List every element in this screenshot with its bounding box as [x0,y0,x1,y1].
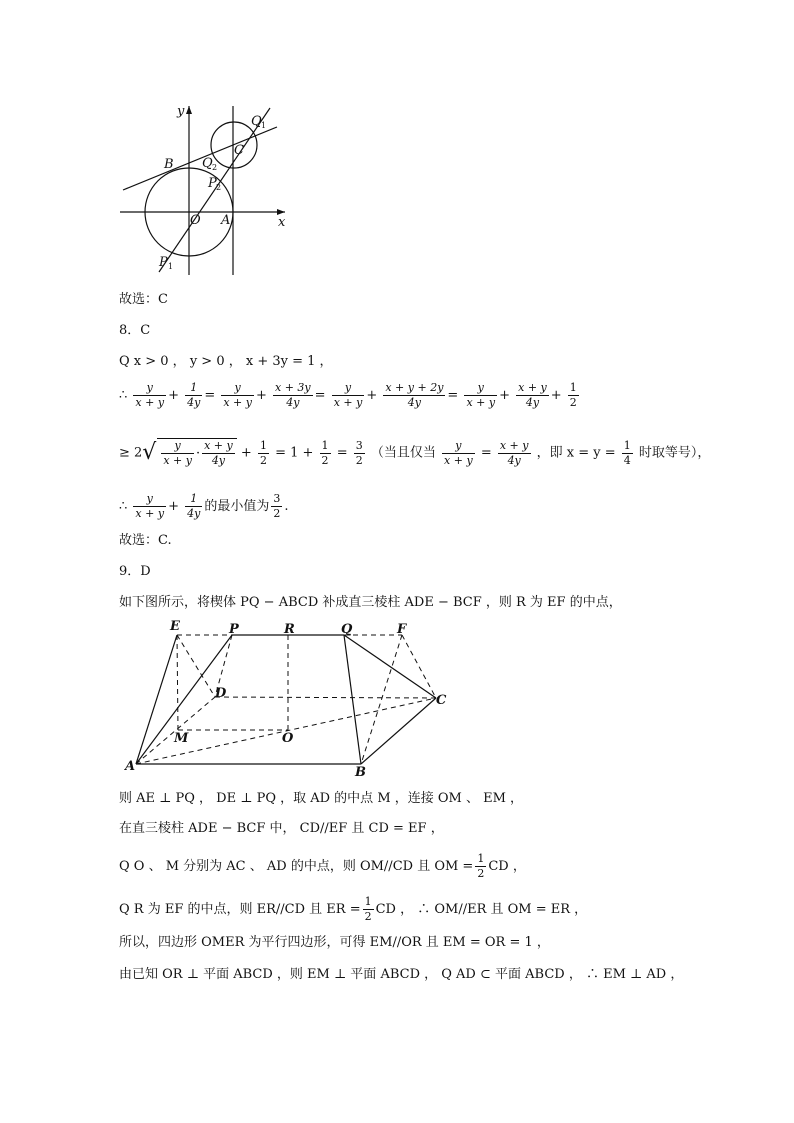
label-a: A [221,213,231,228]
q8-step2: ≥ 2√ $\frac{y}{x + y}$ · $\frac{x + y}{4y}$ + $\frac{1}{2}$ = 1 + $\frac{1}{2}$ = $\frac{3}{2}$ （当且仅当 $\frac{y}{x + y}$ = $\frac{x + y}{4y}$ ，即 x = y = $\frac{1}{4}$ 时取等号）， [119,438,711,467]
fraction: $\frac{1}{4}$ [623,438,631,467]
label-p1: P [159,255,168,270]
fraction: $\frac{x + y}{4y}$ [518,381,547,409]
fraction: $\frac{x + y + 2y}{4y}$ [385,381,444,409]
geq-two: ≥ 2 [119,445,143,461]
label-b: B [164,157,174,172]
fraction: $\frac{y}{x + y}$ [223,381,252,409]
fraction: $\frac{y}{x + y}$ [135,492,165,520]
label-a2: A [125,759,136,774]
fraction: $\frac{x + 3y}{4y}$ [275,381,311,409]
label-q2: Q [202,156,213,171]
q8-condition: Q x > 0 ， y > 0 ， x + 3y = 1 ， [119,354,333,369]
sqrt-body: $\frac{y}{x + y}$ · $\frac{x + y}{4y}$ [157,438,236,468]
q9-line6: 由已知 OR ⊥ 平面 ABCD ，则 EM ⊥ 平面 ABCD ， Q AD ⊂ 平面 ABCD ， ∴ EM ⊥ AD ， [119,967,684,982]
fraction: $\frac{1}{2}$ [259,438,267,467]
q9-intro: 如下图所示，将楔体 PQ − ABCD 补成直三棱柱 ADE − BCF ，则 R 为 EF 的中点， [119,595,622,610]
label-b2: B [355,765,366,780]
q8-step1: ∴ $\frac{y}{x + y}$ + $\frac{1}{4y}$ = $\frac{y}{x + y}$ + $\frac{x + 3y}{4y}$ = $\frac{y}{x + y}$ + $\frac{x + y + 2y}{4y}$ = $\frac{y}{x + y}$ + $\frac{x + y}{4y}$ + $\frac{1}{2}$ [119,381,577,409]
fraction: $\frac{y}{x + y}$ [135,381,165,409]
y-axis-arrow [186,106,192,114]
q8-conclusion: 故选：C. [119,533,172,548]
tangent-line-b [123,127,277,190]
label-c: C [234,143,244,158]
label-o: O [190,213,201,228]
q9-line4: Q R 为 EF 的中点，则 ER//CD 且 ER = $\frac{1}{2}$ CD ， ∴ OM//ER 且 OM = ER ， [119,895,588,923]
label-o2: O [282,731,294,746]
label-d: D [215,686,227,701]
fraction: $\frac{1}{2}$ [364,895,372,923]
fraction: $\frac{3}{2}$ [355,438,363,467]
label-p2-sub: 2 [216,183,222,192]
fraction: $\frac{3}{2}$ [273,492,281,520]
label-q1: Q [251,114,262,129]
label-q2-sub: 2 [212,163,218,172]
q9-line2: 在直三棱柱 ADE − BCF 中， CD//EF 且 CD = EF ， [119,821,444,836]
fraction: $\frac{1}{4y}$ [187,492,201,520]
fraction: $\frac{x + y}{4y}$ [499,438,529,467]
q8-step3: ∴ $\frac{y}{x + y}$ + $\frac{1}{4y}$ 的最小值为 $\frac{3}{2}$ . [119,492,289,520]
label-p1-sub: 1 [168,262,174,271]
q9-line5: 所以，四边形 OMER 为平行四边形，可得 EM//OR 且 EM = OR = 1 ， [119,935,550,950]
q9-heading: 9．D [119,564,151,579]
fraction: $\frac{1}{2}$ [569,381,577,409]
label-p2: P [208,176,217,191]
prism-diagram [118,618,458,783]
q9-line3: Q O 、 M 分别为 AC 、 AD 的中点，则 OM//CD 且 OM = $\frac{1}{2}$ CD ， [119,852,526,880]
label-y: y [177,104,185,119]
fraction: $\frac{1}{4y}$ [187,381,201,409]
fraction: $\frac{y}{x + y}$ [333,381,363,409]
label-q: Q [341,622,353,637]
label-q1-sub: 1 [261,121,267,130]
label-r: R [284,622,295,637]
fraction: $\frac{1}{2}$ [321,438,329,467]
fraction: $\frac{y}{x + y}$ [444,438,473,467]
fraction: $\frac{1}{2}$ [477,852,485,880]
label-c2: C [436,693,447,708]
q8-heading: 8．C [119,323,151,338]
answer-7-conclusion: 故选：C [119,292,168,307]
label-x: x [278,215,286,230]
fraction: $\frac{y}{x + y}$ [466,381,496,409]
label-f: F [397,622,407,637]
therefore-symbol: ∴ [119,388,128,403]
q9-line1: 则 AE ⊥ PQ ， DE ⊥ PQ ，取 AD 的中点 M ，连接 OM 、 EM ， [119,791,524,806]
label-m: M [174,731,189,746]
circle-diagram [115,100,295,280]
label-p: P [229,622,239,637]
sqrt-symbol: √ [142,440,157,465]
label-e: E [170,619,180,634]
